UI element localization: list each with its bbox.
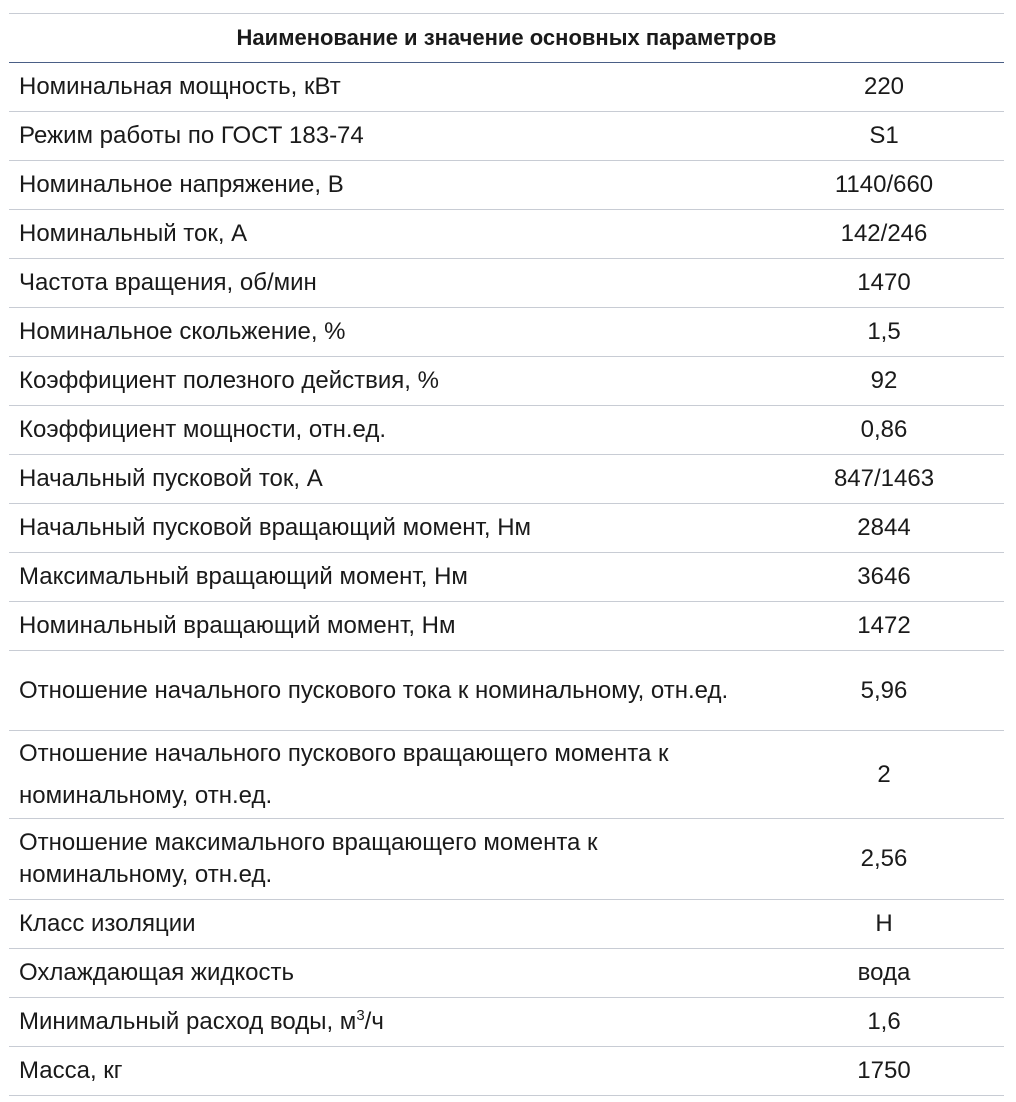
- table-row: [9, 63, 1004, 112]
- param-name: Номинальное напряжение, В: [9, 161, 764, 210]
- param-name: Коэффициент мощности, отн.ед.: [9, 406, 764, 455]
- table-row: [9, 553, 1004, 602]
- param-name: [9, 998, 764, 1047]
- param-value: 220: [764, 63, 1004, 112]
- param-value: 1140/660: [764, 161, 1004, 210]
- table-row: [9, 602, 1004, 651]
- param-value: Н: [764, 900, 1004, 949]
- param-value: 1,5: [764, 308, 1004, 357]
- param-name: Номинальный ток, А: [9, 210, 764, 259]
- table-row: [9, 357, 1004, 406]
- table-title: Наименование и значение основных параметров: [9, 14, 1004, 63]
- table-row: [9, 900, 1004, 949]
- table-row: [9, 651, 1004, 731]
- param-name-prefix: Минимальный расход воды, м: [19, 1008, 357, 1035]
- param-value: 1470: [764, 259, 1004, 308]
- table-row: [9, 210, 1004, 259]
- param-value: вода: [764, 949, 1004, 998]
- param-name: Масса, кг: [9, 1047, 764, 1096]
- param-name: Номинальная мощность, кВт: [9, 63, 764, 112]
- param-value: 2: [764, 731, 1004, 819]
- param-value: S1: [764, 112, 1004, 161]
- param-value: 142/246: [764, 210, 1004, 259]
- param-value: 1472: [764, 602, 1004, 651]
- param-name: Начальный пусковой вращающий момент, Нм: [9, 504, 764, 553]
- param-value: 5,96: [764, 651, 1004, 731]
- param-value: 2,56: [764, 819, 1004, 900]
- param-value: 1750: [764, 1047, 1004, 1096]
- table-row: [9, 259, 1004, 308]
- table-row: [9, 731, 1004, 819]
- table-row: [9, 455, 1004, 504]
- table-row: [9, 819, 1004, 900]
- param-name: Класс изоляции: [9, 900, 764, 949]
- table-row: [9, 406, 1004, 455]
- param-name: Номинальное скольжение, %: [9, 308, 764, 357]
- param-name: Отношение начального пускового вращающего момента к номинальному, отн.ед.: [9, 731, 764, 819]
- param-value: 1,6: [764, 998, 1004, 1047]
- param-name: Номинальный вращающий момент, Нм: [9, 602, 764, 651]
- param-name-suffix: /ч: [364, 1008, 384, 1035]
- table-row: [9, 949, 1004, 998]
- param-name: Частота вращения, об/мин: [9, 259, 764, 308]
- param-name: Режим работы по ГОСТ 183-74: [9, 112, 764, 161]
- parameters-table: [9, 13, 1004, 1096]
- param-value: 847/1463: [764, 455, 1004, 504]
- table-row: [9, 1047, 1004, 1096]
- param-name-superscript: 3: [356, 1007, 365, 1024]
- param-name: Коэффициент полезного действия, %: [9, 357, 764, 406]
- param-name: Начальный пусковой ток, А: [9, 455, 764, 504]
- table-row: [9, 998, 1004, 1047]
- param-name: Отношение начального пускового тока к номинальному, отн.ед.: [9, 651, 764, 731]
- param-name: Отношение максимального вращающего момента к номинальному, отн.ед.: [9, 819, 764, 900]
- table-row: [9, 112, 1004, 161]
- param-name: Максимальный вращающий момент, Нм: [9, 553, 764, 602]
- table-header-row: [9, 14, 1004, 63]
- table-row: [9, 504, 1004, 553]
- table-row: [9, 308, 1004, 357]
- param-value: 3646: [764, 553, 1004, 602]
- param-value: 92: [764, 357, 1004, 406]
- param-value: 2844: [764, 504, 1004, 553]
- table-row: [9, 161, 1004, 210]
- param-value: 0,86: [764, 406, 1004, 455]
- param-name: Охлаждающая жидкость: [9, 949, 764, 998]
